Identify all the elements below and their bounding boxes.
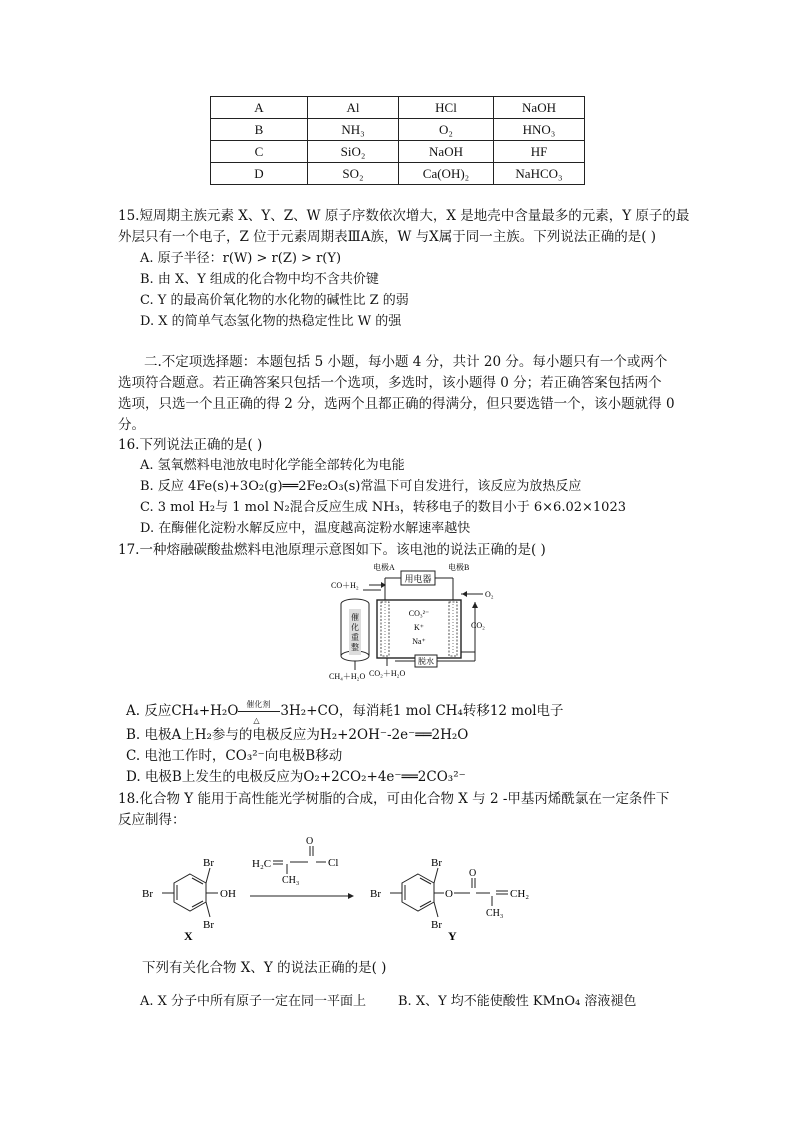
q18-stem-2: 反应制得： xyxy=(118,812,186,828)
reagent-cl: Cl xyxy=(328,857,339,869)
reagent-h2c: H₂C xyxy=(252,858,272,870)
table-row xyxy=(211,97,585,119)
table-cell: SO₂ xyxy=(308,163,399,185)
o2-label: O₂ xyxy=(485,590,494,599)
y-ether-o: O xyxy=(445,888,453,900)
x-br-left: Br xyxy=(142,888,153,900)
table-cell: NH₃ xyxy=(308,119,399,141)
y-br-bottom: Br xyxy=(431,919,442,931)
q17-option-d: D. 电极B上发生的电极反应为O₂+2CO₂+4e⁻══2CO₃²⁻ xyxy=(126,769,466,785)
q17-option-b: B. 电极A上H₂参与的电极反应为H₂+2OH⁻-2e⁻══2H₂O xyxy=(126,727,469,743)
y-br-top: Br xyxy=(431,857,442,869)
q15-option-d: D. X 的简单气态氢化物的热稳定性比 W 的强 xyxy=(140,314,402,329)
reformer-char-1: 催 xyxy=(351,613,359,622)
q15-stem-2: 外层只有一个电子，Z 位于元素周期表ⅢA族，W 与X属于同一主族。下列说法正确的是( ) xyxy=(118,229,657,245)
q17-option-a-suffix: 3H₂+CO，每消耗1 mol CH₄转移12 mol电子 xyxy=(280,703,564,719)
co-h2-label: CO＋H₂ xyxy=(331,581,359,590)
reformer-char-4: 整 xyxy=(351,643,359,652)
q17-option-a-prefix: A. 反应CH₄+H₂O xyxy=(126,703,239,719)
q16-option-a: A. 氢氧燃料电池放电时化学能全部转化为电能 xyxy=(140,458,405,473)
reformer-char-3: 重 xyxy=(351,633,359,642)
table-row xyxy=(211,141,585,163)
q15-option-c: C. Y 的最高价氧化物的水化物的碱性比 Z 的弱 xyxy=(140,293,409,308)
heat-label: △ xyxy=(253,715,260,725)
section2-line-1: 二.不定项选择题：本题包括 5 小题，每小题 4 分，共计 20 分。每小题只有一个或两个 xyxy=(144,354,668,370)
q15-stem-1: 15.短周期主族元素 X、Y、Z、W 原子序数依次增大，X 是地壳中含量最多的元素，Y 原子的最 xyxy=(118,208,690,224)
dehydrator-label: 脱水 xyxy=(418,657,434,666)
y-label: Y xyxy=(448,929,457,943)
electrode-b-label: 电极B xyxy=(448,563,470,572)
q16-option-d: D. 在酶催化淀粉水解反应中，温度越高淀粉水解速率越快 xyxy=(140,521,471,536)
q17-stem: 17.一种熔融碳酸盐燃料电池原理示意图如下。该电池的说法正确的是( ) xyxy=(118,542,546,558)
table-row xyxy=(211,163,585,185)
q15-option-b: B. 由 X、Y 组成的化合物中均不含共价键 xyxy=(140,272,379,287)
catalyst-label: 催化剂 xyxy=(246,699,271,709)
x-br-top: Br xyxy=(203,857,214,869)
table-cell: SiO₂ xyxy=(308,141,399,163)
reformer-char-2: 化 xyxy=(351,623,359,632)
catalyst-arrow xyxy=(238,699,280,725)
table-cell: B xyxy=(211,119,308,141)
table-cell: HCl xyxy=(399,97,494,119)
x-benzene-ring xyxy=(174,874,206,911)
co2-h2o-label: CO₂＋H₂O xyxy=(369,669,406,678)
choice-table xyxy=(210,96,585,185)
q17-option-a xyxy=(126,699,564,725)
q18-stem-1: 18.化合物 Y 能用于高性能光学树脂的合成，可由化合物 X 与 2 -甲基丙烯酰氯在一定条件下 xyxy=(118,791,670,807)
reagent-ch3: CH₃ xyxy=(282,875,300,886)
q18-sub-stem: 下列有关化合物 X、Y 的说法正确的是( ) xyxy=(142,960,387,976)
q16-option-b: B. 反应 4Fe(s)+3O₂(g)══2Fe₂O₃(s)常温下可自发进行，该反应为放热反应 xyxy=(140,479,582,494)
y-ch2: CH₂ xyxy=(510,888,530,900)
y-br-left: Br xyxy=(370,888,381,900)
reaction-scheme xyxy=(140,836,560,948)
reagent-o: O xyxy=(306,836,314,847)
table-row xyxy=(211,119,585,141)
section2-line-4: 分。 xyxy=(118,417,145,433)
x-label: X xyxy=(184,929,193,943)
q16-option-c: C. 3 mol H₂与 1 mol N₂混合反应生成 NH₃，转移电子的数目小于 6×6.02×1023 xyxy=(140,500,626,515)
ion-na: Na⁺ xyxy=(412,637,426,646)
table-cell: NaOH xyxy=(399,141,494,163)
table-cell: D xyxy=(211,163,308,185)
y-carbonyl-o: O xyxy=(469,868,477,879)
table-cell: C xyxy=(211,141,308,163)
ion-co3: CO₃²⁻ xyxy=(408,609,430,618)
q18-option-b: B. X、Y 均不能使酸性 KMnO₄ 溶液褪色 xyxy=(398,994,637,1009)
fuel-cell-diagram xyxy=(325,562,525,684)
table-cell: NaOH xyxy=(494,97,585,119)
table-cell: Ca(OH)₂ xyxy=(399,163,494,185)
q15-option-a: A. 原子半径：r(W) > r(Z) > r(Y) xyxy=(140,251,342,266)
section2-line-2: 选项符合题意。若正确答案只包括一个选项，多选时，该小题得 0 分；若正确答案包括两个 xyxy=(118,375,662,391)
table-cell: HF xyxy=(494,141,585,163)
ch4-h2o-label: CH₄＋H₂O xyxy=(329,672,366,681)
co2-label: CO₂ xyxy=(471,621,485,630)
electrode-a-label: 电极A xyxy=(373,563,395,572)
table-cell: HNO₃ xyxy=(494,119,585,141)
y-ch3: CH₃ xyxy=(486,908,504,919)
section2-line-3: 选项，只选一个且正确的得 2 分，选两个且都正确的得满分，但只要选错一个，该小题就得 0 xyxy=(118,396,675,412)
table-cell: Al xyxy=(308,97,399,119)
table-cell: A xyxy=(211,97,308,119)
x-br-bottom: Br xyxy=(203,919,214,931)
ion-k: K⁺ xyxy=(414,623,424,632)
q16-stem: 16.下列说法正确的是( ) xyxy=(118,437,263,453)
table-cell: NaHCO₃ xyxy=(494,163,585,185)
q17-option-c: C. 电池工作时，CO₃²⁻向电极B移动 xyxy=(126,748,343,764)
device-label: 用电器 xyxy=(404,574,432,584)
x-oh: OH xyxy=(220,888,236,900)
q18-option-a: A. X 分子中所有原子一定在同一平面上 xyxy=(140,994,367,1009)
table-cell: O₂ xyxy=(399,119,494,141)
y-benzene-ring xyxy=(402,874,434,911)
